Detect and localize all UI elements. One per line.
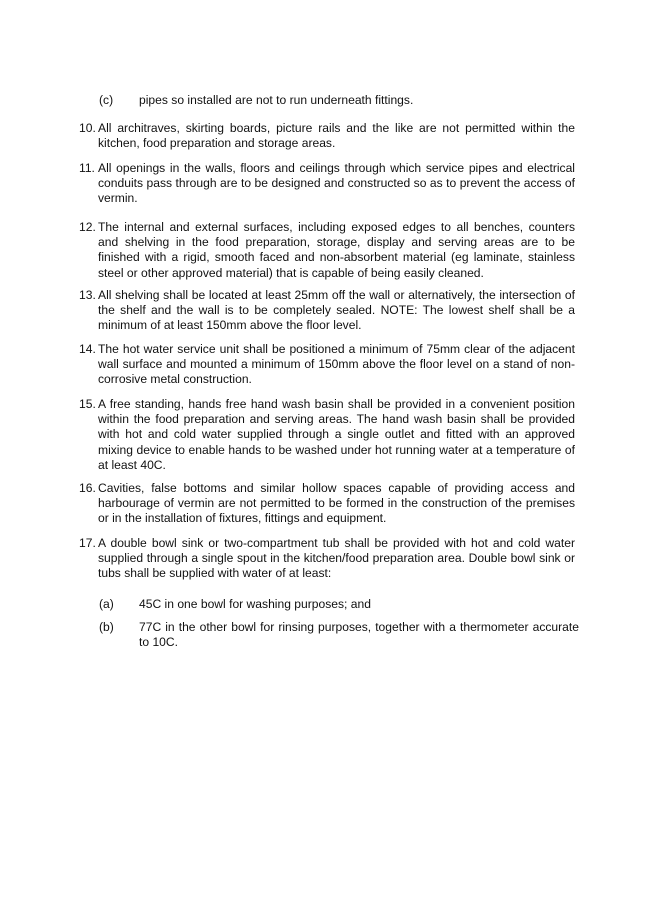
item-number: 12.	[79, 220, 96, 234]
list-item-13	[79, 288, 575, 334]
list-item-12	[79, 220, 575, 281]
item-text: Cavities, false bottoms and similar hollow spaces capable of providing access and harbourage of vermin are not permitted to be formed in the construction of the premises or in the installation of fixtures, fittings and equipment.	[98, 481, 575, 526]
item-text: All shelving shall be located at least 25mm off the wall or alternatively, the intersection of the shelf and the wall is to be completely sealed. NOTE: The lowest shelf shall be a minimum of at least 150mm above the floor level.	[98, 288, 575, 333]
item-text: The hot water service unit shall be positioned a minimum of 75mm clear of the adjacent wall surface and mounted a minimum of 150mm above the floor level on a stand of non-corrosive metal construction.	[98, 342, 575, 387]
item-number: 16.	[79, 481, 96, 495]
list-item-17	[79, 536, 575, 582]
subitem-label: (b)	[99, 620, 114, 634]
subitem-text: pipes so installed are not to run underneath fittings.	[139, 93, 414, 107]
subitem-label: (c)	[99, 93, 114, 107]
subitem-text: 77C in the other bowl for rinsing purposes, together with a thermometer accurate to 10C.	[139, 620, 579, 650]
item-number: 11.	[79, 161, 95, 175]
item-number: 14.	[79, 342, 96, 356]
item-text: The internal and external surfaces, including exposed edges to all benches, counters and shelving in the food preparation, storage, display and serving areas are to be finished with a rigid, smooth faced and non-absorbent material (eg laminate, stainless steel or other approved material) that is capable of being easily cleaned.	[98, 220, 575, 280]
subitem-text: 45C in one bowl for washing purposes; and	[139, 597, 371, 611]
item-number: 17.	[79, 536, 96, 550]
list-item-15	[79, 397, 575, 473]
item-number: 10.	[79, 121, 96, 135]
list-item-10	[79, 121, 575, 151]
item-text: All architraves, skirting boards, picture rails and the like are not permitted within the kitchen, food preparation and storage areas.	[98, 121, 575, 151]
list-item-16	[79, 481, 575, 527]
list-item-11	[79, 161, 575, 207]
list-item-14	[79, 342, 575, 388]
item-text: A double bowl sink or two-compartment tub shall be provided with hot and cold water supplied through a single spout in the kitchen/food preparation area. Double bowl sink or tubs shall be supplied with water of at least:	[98, 536, 575, 581]
item-text: A free standing, hands free hand wash basin shall be provided in a convenient position within the food preparation and serving areas. The hand wash basin shall be provided with hot and cold water supplied through a single outlet and fitted with an approved mixing device to enable hands to be washed under hot running water at a temperature of at least 40C.	[98, 397, 575, 472]
item-text: All openings in the walls, floors and ceilings through which service pipes and electrical conduits pass through are to be designed and constructed so as to prevent the access of vermin.	[98, 161, 575, 206]
subitem-label: (a)	[99, 597, 114, 611]
item-number: 15.	[79, 397, 96, 411]
item-number: 13.	[79, 288, 96, 302]
